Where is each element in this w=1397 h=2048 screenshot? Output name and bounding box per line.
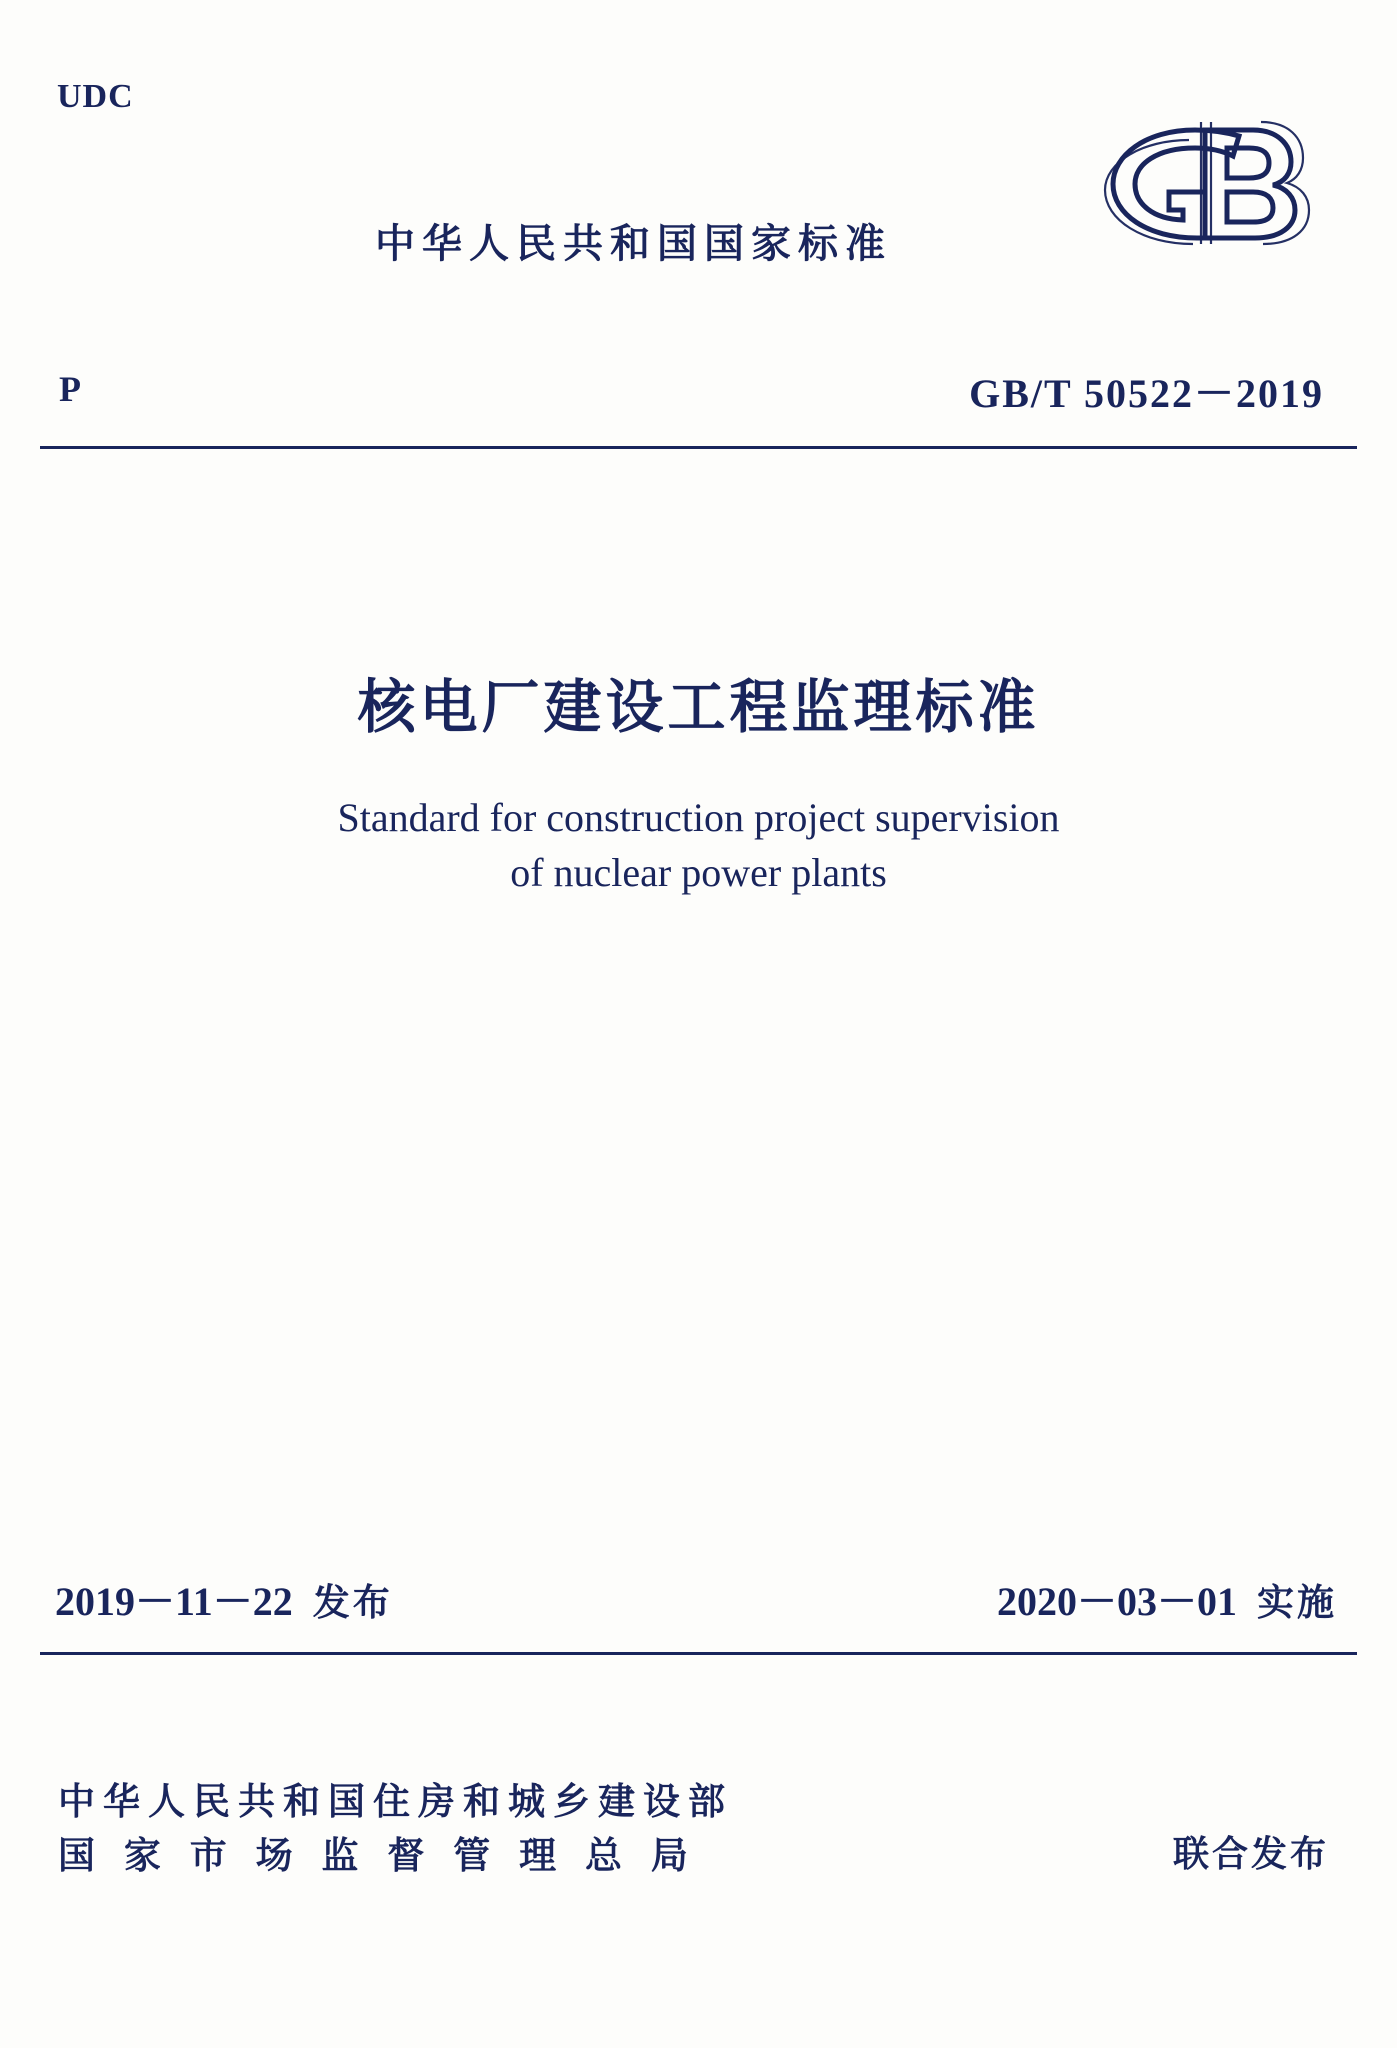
divider-bottom <box>40 1652 1357 1655</box>
standard-number: GB/T 50522－2019 <box>969 371 1324 416</box>
publisher-block <box>58 1775 733 1882</box>
national-standard-title: 中华人民共和国国家标准 <box>375 221 892 267</box>
issue-label: 发布 <box>312 1581 393 1624</box>
document-title-en-line1: Standard for construction project supervision <box>337 795 1060 840</box>
udc-label: UDC <box>57 78 134 115</box>
issue-date-group <box>55 1570 393 1627</box>
category-letter: P <box>59 369 81 409</box>
effective-date-group <box>997 1570 1337 1627</box>
document-title-en-line2: of nuclear power plants <box>510 850 887 896</box>
effective-label: 实施 <box>1257 1581 1337 1624</box>
document-title-cn: 核电厂建设工程监理标准 <box>357 673 1040 741</box>
publisher-line-2: 国 家 市 场 监 督 管 理 总 局 <box>58 1833 696 1877</box>
publisher-line-1: 中华人民共和国住房和城乡建设部 <box>58 1780 733 1823</box>
effective-date: 2020－03－01 <box>997 1579 1237 1624</box>
date-row <box>55 1570 1337 1627</box>
joint-release-label: 联合发布 <box>1172 1834 1329 1875</box>
divider-top <box>40 446 1357 449</box>
issue-date: 2019－11－22 <box>55 1579 293 1624</box>
document-title-en <box>0 790 1397 900</box>
